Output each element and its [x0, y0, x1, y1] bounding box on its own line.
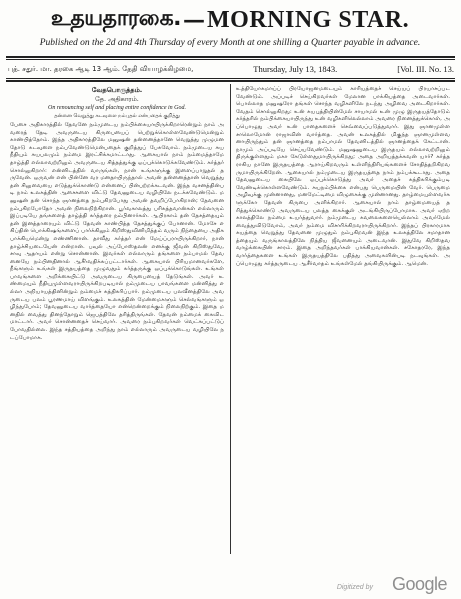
right-column: [236, 86, 450, 556]
dateline-english-date: Thursday, July 13, 1843.: [253, 64, 338, 74]
article-title: வேதபொருத்தம்.: [91, 86, 143, 94]
google-logo: Google: [391, 574, 447, 594]
right-column-body: உத்தியோகமாய்ப் பிரயோஜனமடையும் காரியத்தைச் செய்யப் பிரயாசப்படவேண்டும். அப்படிச் செய்கிறவர்கள் மேலான பாக்கியத்தை அடைவார்கள். பொல்லாத மனுஷரோ தங்கள் சொந்த வழிகளிலே நடந்து அழிவை அடைகிறார்கள். வேதம் சொல்லுகிறது: உன் சுயபுத்தியின்மேல் சாயாமல் உன் முழு இருதயத்தோடும் கர்த்தரில் நம்பிக்கையாயிருந்து உன் வழிகளிலெல்லாம் அவரை நினைத்துக்கொள், அப்பொழுது அவர் உன் பாதைகளைச் செவ்வைப்படுத்துவார். இது ஞானமுள்ள சாலொமோன் ராஜாவின் வார்த்தை. அவன் உலகத்தில் மிகுந்த ஞானமுள்ளவனாயிருந்தும் தன் ஞானத்தை நம்பாமல் தேவனிடத்தில் ஞானத்தைக் கேட்டான். நாமும் அப்படியே செய்யவேண்டும். மனுஷனுடைய இருதயம் எல்லாவற்றிலும் திருக்குள்ளதும் மகா கேடுள்ளதுமாயிருக்கிறது; அதை அறியத்தக்கவன் யார்? கர்த்தராகிய நானே இருதயத்தை ஆராய்கிறவரும் உள்ளிந்திரியங்களைச் சோதித்தறிகிறவருமாயிருக்கிறேன். ஆகையால் நம்முடைய இருதயத்தை நாம் நம்பக்கூடாது. அதை தேவனுடைய கையிலே ஒப்புக்கொடுத்து அவர் அதைச் சுத்திகரிக்கும்படி வேண்டிக்கொள்ளவேண்டும். சுயநம்பிக்கை என்பது பெருமையின் வேர். பெருமை அழிவுக்கு முன்னானது, மனமேட்டிமை விழுகைக்கு முன்னானது. தாழ்மையுள்ளவர்களுக்கோ தேவன் கிருபை அளிக்கிறார். ஆகையால் நாம் தாழ்மையைத் தரித்துக்கொண்டு அவருடைய பலத்த கைக்குள் அடங்கியிருப்போமாக. அவர் ஏற்ற காலத்திலே நம்மை உயர்த்துவார். நம்முடைய கவலைகளையெல்லாம் அவர்மேல் வைத்துவிடுவோம், அவர் நம்மை விசாரிக்கிறவராயிருக்கிறார். இந்தப் பிரகாரமாக சுயத்தை வெறுத்து தேவனை முழுதும் நம்புகிறவன் இந்த உலகத்திலே சமாதானத்தையும் வருங்காலத்திலே நித்திய ஜீவனையும் அடைவான். இதுவே கிறிஸ்தவ வாழ்க்கையின் சாரம். இதை அறிந்தவர்கள் பாக்கியவான்கள். சகோதரரே, இந்த வார்த்தைகளை உங்கள் இருதயத்திலே பதித்து அவைகளின்படி நடவுங்கள். அப்பொழுது கர்த்தருடைய ஆசீர்வாதம் உங்கள்மேல் தங்கியிருக்கும். ஆமென்.: [236, 86, 450, 267]
digitized-by-label: Digitized by: [336, 584, 373, 591]
left-column-body: பேசை அதிகாரத்தில் தேவனே நம்முடைய நம்பிக்கையாயிருக்கிறாரென்றும் நாம் அவரைத் தேடி அவருடைய கிருபையைப் பெற்றுக்கொள்ளவேண்டுமென்றும் காண்பித்தோம். இந்த அதிகாரத்திலே மனுஷன் தன்னைத்தானே வெறுத்து முழுமனதோடு கடவுளை நம்பவேண்டுமென்பதைக் குறித்துப் பேசுவோம். நம்முடைய சுயநீதியும் சுயபலமும் நம்மை இரட்சிக்கமாட்டாது. ஆகையால் நாம் நம்மைத்தாமே தாழ்த்தி எல்லாவற்றிலும் அவருடைய சித்தத்துக்கு ஒப்புக்கொடுக்கவேண்டும். கர்த்தர் சொல்லுகிறார்: என்னிடத்தில் வாருங்கள், நான் உங்களுக்கு இளைப்பாறுதல் தருவேன். ஒருவன் என் பின்னே வர மனதாயிருந்தால் அவன் தன்னைத்தான் வெறுத்து தன் சிலுவையை எடுத்துக்கொண்டு என்னைப் பின்பற்றக்கடவன். இந்த வசனத்தின்படி நாம் உலகத்தின் ஆசைகளை விட்டு தேவனுடைய வழியிலே நடக்கவேண்டும். மனுஷன் தன் சொந்த ஞானத்தை நம்புகிறபோது அவன் தவறிப்போகிறான்; தேவனை நம்புகிறபோதோ அவன் நிலைநிற்கிறான். பூர்வகாலத்து பரிசுத்தவான்கள் எல்லாரும் இப்படியே தங்களைத் தாழ்த்தி கர்த்தரை நம்பினார்கள். ஆபிரகாம் தன் தேசத்தையும் தன் இனத்தாரையும் விட்டு தேவன் காண்பித்த தேசத்துக்குப் போனான். மோசே எகிப்தின் பொக்கிஷங்களைப் பார்க்கிலும் கிறிஸ்துவினிமித்தம் வரும் நிந்தையை அதிக பாக்கியமென்று எண்ணினான். தாவீது கர்த்தர் என் மேய்ப்பராயிருக்கிறார், நான் தாழ்ச்சியடையேன் என்றான். பவுல் அப்போஸ்தலன் எனக்கு ஜீவன் கிறிஸ்துவே, சாவு ஆதாயம் என்று சொன்னான். இவர்கள் எல்லாரும் தங்களை நம்பாமல் தேவனையே நம்பினதினால் ஆசீர்வதிக்கப்பட்டார்கள். ஆகையால் பிரியமானவர்களே, நீங்களும் உங்கள் இருதயத்தை முழுவதும் கர்த்தருக்கு ஒப்புக்கொடுங்கள். உங்கள் பாவங்களை அறிக்கையிட்டு அவருடைய கிருபையைத் தேடுங்கள். அவர் உண்மையும் நீதியுமுள்ளவராயிருக்கிறபடியால் நம்முடைய பாவங்களை மன்னித்து எல்லா அநியாயத்தினின்றும் நம்மைச் சுத்திகரிப்பார். நம்முடைய பலவீனத்திலே அவருடைய பலம் பூரணமாய் விளங்கும். உலகத்தின் மேன்மைகளும் செல்வங்களும் ஒழிந்துபோம்; தேவனுடைய வார்த்தையோ என்றென்றைக்கும் நிலைநிற்கும். இதை மனதில் வைத்து தினந்தோறும் ஜெபத்திலே தரித்திருங்கள். தேவன் நம்மைக் கைவிடமாட்டார். அவர் சொன்னதைச் செய்வார். அவரை நம்புகிறவர்கள் வெட்கப்பட்டுப் போவதில்லை. இந்த சத்தியத்தை அறிந்து நாம் எல்லாரும் அவருடைய வழியிலே நடப்போமாக.: [10, 122, 224, 341]
article-attribution: தன்னை வெறுத்து கடவுளை நம்புதல் என்பதைக் குறித்து: [54, 113, 180, 119]
masthead-rule-top-thin: [6, 59, 455, 60]
dateline-volume: [Vol. III. No. 13.: [397, 64, 454, 74]
dateline-tamil: புத். சதுர். மா. தரகை ஆடி 13 ஆம். தேதி வியாழக்கிழமை,: [8, 64, 194, 73]
masthead-tamil-title: உதயதாரகை.: [50, 6, 182, 31]
left-column: [10, 86, 224, 556]
masthead-separator: —: [183, 7, 206, 33]
publication-notice: Published on the 2d and 4th Thursday of every Month at one shilling a Quarter payable in advance.: [39, 38, 421, 48]
dateline-rule-bottom: [6, 80, 455, 82]
masthead-rule-top: [6, 56, 455, 58]
dateline-rule-thin: [6, 78, 455, 79]
article-epigraph: On renouncing self and placing entire confidence in God.: [47, 105, 187, 111]
column-divider: [230, 84, 231, 554]
masthead: [4, 4, 456, 36]
masthead-english-title: MORNING STAR.: [207, 6, 410, 33]
dateline: [8, 62, 454, 76]
article-subtitle: தே. அதிகாரம்.: [95, 95, 139, 103]
